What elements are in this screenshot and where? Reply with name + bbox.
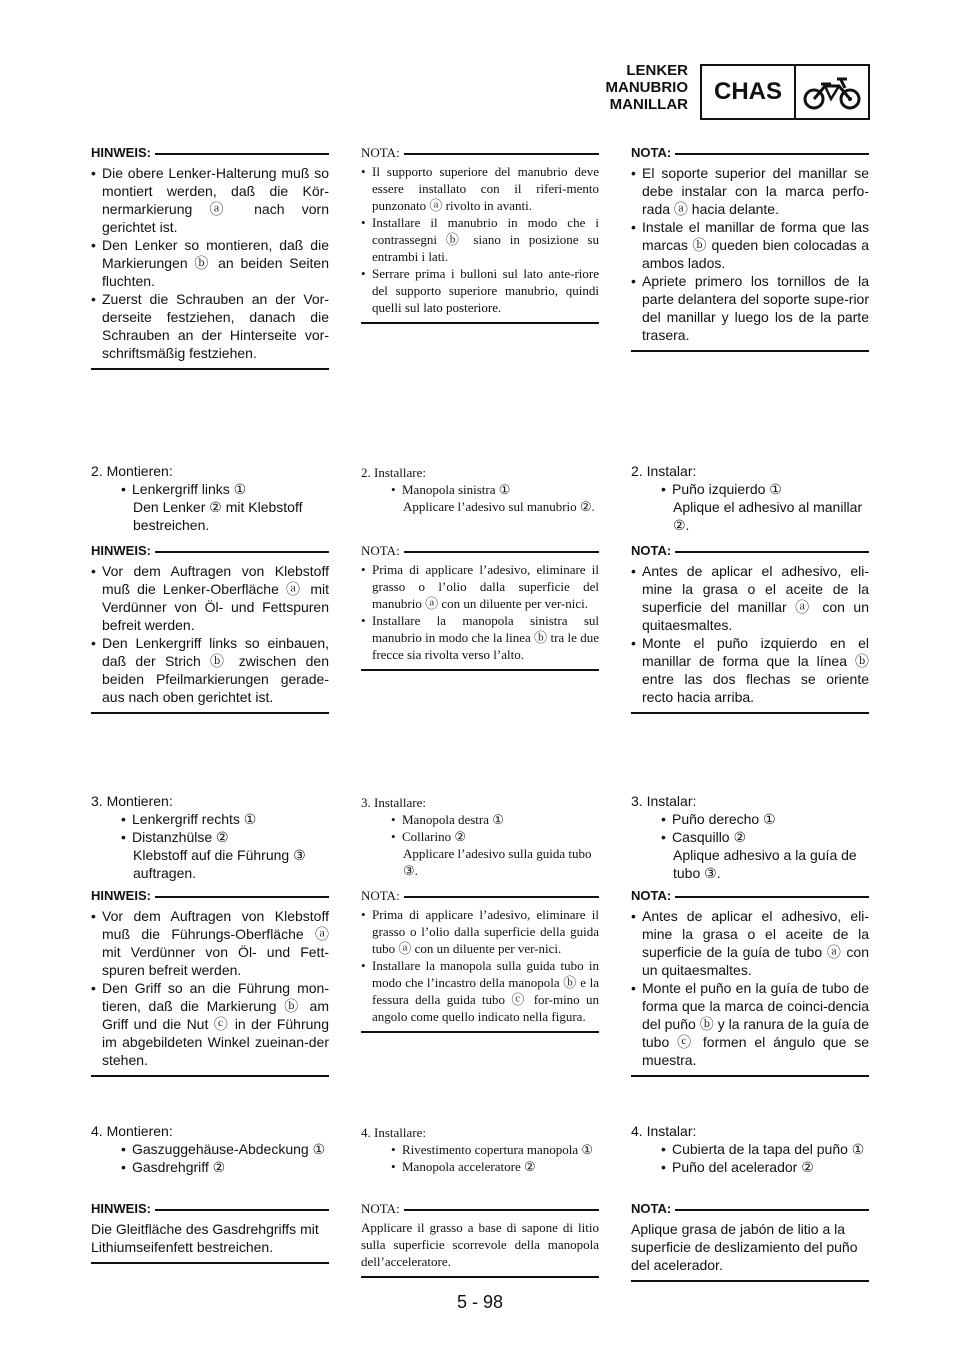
note-label: NOTA: (631, 543, 672, 558)
list-item: • Antes de aplicar el adhesivo, eli-mine la grasa o el aceite de la superficie del manillar ⓐ con un quitaesmaltes. (631, 562, 869, 634)
list-item: • Prima di applicare l’adesivo, eliminare il grasso o l’olio dalla superficie della guida tubo ⓐ con un diluente per ver-nici. (361, 906, 599, 957)
list-item: • Prima di applicare l’adesivo, eliminare il grasso o l’olio dalla superficie del manubrio ⓐ con un diluente per ver-nici. (361, 561, 599, 612)
it-step2 (361, 464, 599, 515)
step-sub: Applicare l’adesivo sul manubrio ②. (403, 499, 595, 514)
note-label: NOTA: (631, 145, 672, 160)
note-label: NOTA: (361, 145, 400, 160)
list-item: • Den Lenkergriff links so einbauen, daß der Strich ⓑ zwischen den beiden Pfeilmarkierungen gerade-aus nach oben gerichtet ist. (91, 634, 329, 706)
list-item: • Cubierta de la tapa del puño ① (661, 1140, 869, 1158)
list-item: • Casquillo ② (661, 828, 869, 846)
list-item: • Puño derecho ① (661, 810, 869, 828)
step-title: 3. Installare: (361, 795, 426, 810)
step-sub: Applicare l’adesivo sulla guida tubo ③. (403, 846, 592, 878)
step-title: 4. Instalar: (631, 1123, 697, 1139)
note-text: Aplique grasa de jabón de litio a la superficie de deslizamiento del puño del acelerador. (631, 1221, 858, 1273)
it-note3 (361, 887, 599, 1033)
de-step2 (91, 462, 329, 534)
note-label: NOTA: (631, 1201, 672, 1216)
step-sub: Aplique el adhesivo al manillar ②. (673, 499, 863, 533)
list-item: • Instale el manillar de forma que las marcas ⓑ queden bien colocadas a ambos lados. (631, 218, 869, 272)
step-title: 3. Instalar: (631, 793, 697, 809)
step-title: 3. Montieren: (91, 793, 173, 809)
step-title: 4. Montieren: (91, 1123, 173, 1139)
note-label: HINWEIS: (91, 145, 151, 160)
list-item: • Puño del acelerador ② (661, 1158, 869, 1176)
list-item: • Lenkergriff links ① (121, 480, 329, 498)
list-item: • Il supporto superiore del manubrio deve essere installato con il riferi-mento punzonato ⓐ rivolto in avanti. (361, 163, 599, 214)
es-note4 (631, 1200, 869, 1282)
list-item: • Lenkergriff rechts ① (121, 810, 329, 828)
es-note2 (631, 542, 869, 714)
es-step3 (631, 792, 869, 882)
list-item: • Apriete primero los tornillos de la parte delantera del soporte supe-rior del manillar y luego los de la parte trasera. (631, 272, 869, 344)
list-item: • Rivestimento copertura manopola ① (391, 1141, 599, 1158)
list-item: • Installare il manubrio in modo che i contrassegni ⓑ siano in posizione su entrambi i lati. (361, 214, 599, 265)
step-title: 2. Installare: (361, 465, 426, 480)
de-step4 (91, 1122, 329, 1176)
title-es: MANILLAR (609, 96, 688, 113)
note-label: HINWEIS: (91, 888, 151, 903)
it-step3 (361, 794, 599, 879)
de-note1 (91, 144, 329, 370)
list-item: • Manopola destra ① (391, 811, 599, 828)
it-step4 (361, 1124, 599, 1175)
it-note1 (361, 144, 599, 324)
list-item: • Distanzhülse ② (121, 828, 329, 846)
list-item: • Den Lenker so montieren, daß die Markierungen ⓑ an beiden Seiten fluchten. (91, 236, 329, 290)
list-item: • Installare la manopola sulla guida tubo in modo che l’incastro della manopola ⓑ e la fessura della guida tubo ⓒ for-mino un angolo come quello indicato nella figura. (361, 957, 599, 1025)
list-item: • Serrare prima i bulloni sul lato ante-riore del supporto superiore manubrio, quindi quelli sul lato posteriore. (361, 265, 599, 316)
list-item: • Die obere Lenker-Halterung muß so montiert werden, daß die Kör-nermarkierung ⓐ nach vorn gerichtet ist. (91, 164, 329, 236)
de-note2 (91, 542, 329, 714)
note-label: HINWEIS: (91, 1201, 151, 1216)
title-de: LENKER (626, 62, 688, 79)
list-item: • Monte el puño en la guía de tubo de forma que la marca de coinci-dencia del puño ⓑ y la ranura de la guía de tubo ⓒ formen el ángulo que se muestra. (631, 979, 869, 1069)
es-step2 (631, 462, 869, 534)
list-item: • Monte el puño izquierdo en el manillar de forma que la línea ⓑ entre las dos flechas se oriente recto hacia arriba. (631, 634, 869, 706)
page-number: 5 - 98 (456, 1292, 504, 1312)
es-step4 (631, 1122, 869, 1176)
note-text: Die Gleitfläche des Gasdrehgriffs mit Lithiumseifenfett bestreichen. (91, 1221, 319, 1255)
note-label: NOTA: (631, 888, 672, 903)
header-titles (606, 62, 689, 113)
it-note4 (361, 1200, 599, 1278)
list-item: • Manopola acceleratore ② (391, 1158, 599, 1175)
es-note1 (631, 144, 869, 352)
list-item: • Vor dem Auftragen von Klebstoff muß die Lenker-Oberfläche ⓐ mit Verdünner von Öl- und Fettspuren befreit werden. (91, 562, 329, 634)
list-item: • Vor dem Auftragen von Klebstoff muß die Führungs-Oberfläche ⓐ mit Verdünner von Öl- und Fett-spuren befreit werden. (91, 907, 329, 979)
list-item: • Puño izquierdo ① (661, 480, 869, 498)
list-item: • Zuerst die Schrauben an der Vor-derseite festziehen, danach die Schrauben an der Hinterseite vor-schriftsmäßig festziehen. (91, 290, 329, 362)
motorcycle-icon (796, 66, 868, 118)
list-item: • Gasdrehgriff ② (121, 1158, 329, 1176)
note-label: NOTA: (361, 888, 400, 903)
de-step3 (91, 792, 329, 882)
title-it: MANUBRIO (605, 79, 688, 96)
list-item: • El soporte superior del manillar se debe instalar con la marca perfo-rada ⓐ hacia delante. (631, 164, 869, 218)
step-title: 2. Instalar: (631, 463, 697, 479)
step-sub: Klebstoff auf die Führung ③ auftragen. (133, 847, 306, 881)
list-item: • Collarino ② (391, 828, 599, 845)
de-note4 (91, 1200, 329, 1264)
step-sub: Aplique adhesivo a la guía de tubo ③. (673, 847, 857, 881)
note-label: NOTA: (361, 1201, 400, 1216)
es-note3 (631, 887, 869, 1077)
list-item: • Installare la manopola sinistra sul manubrio in modo che la linea ⓑ tra le due frecce sia rivolta verso l’alto. (361, 612, 599, 663)
section-box (700, 64, 870, 120)
step-title: 4. Installare: (361, 1125, 426, 1140)
note-label: NOTA: (361, 543, 400, 558)
step-sub: Den Lenker ② mit Klebstoff bestreichen. (133, 499, 303, 533)
note-text: Applicare il grasso a base di sapone di litio sulla superficie scorrevole della manopola dell’acceleratore. (361, 1220, 599, 1269)
list-item: • Antes de aplicar el adhesivo, eli-mine la grasa o el aceite de la superficie de la guía de tubo ⓐ con un quitaesmaltes. (631, 907, 869, 979)
section-label: CHAS (702, 66, 796, 118)
step-title: 2. Montieren: (91, 463, 173, 479)
note-label: HINWEIS: (91, 543, 151, 558)
list-item: • Den Griff so an die Führung mon-tieren, daß die Markierung ⓑ am Griff und die Nut ⓒ in der Führung im abgebildeten Winkel zueinan-der stehen. (91, 979, 329, 1069)
de-note3 (91, 887, 329, 1077)
list-item: • Manopola sinistra ① (391, 481, 599, 498)
it-note2 (361, 542, 599, 671)
list-item: • Gaszuggehäuse-Abdeckung ① (121, 1140, 329, 1158)
